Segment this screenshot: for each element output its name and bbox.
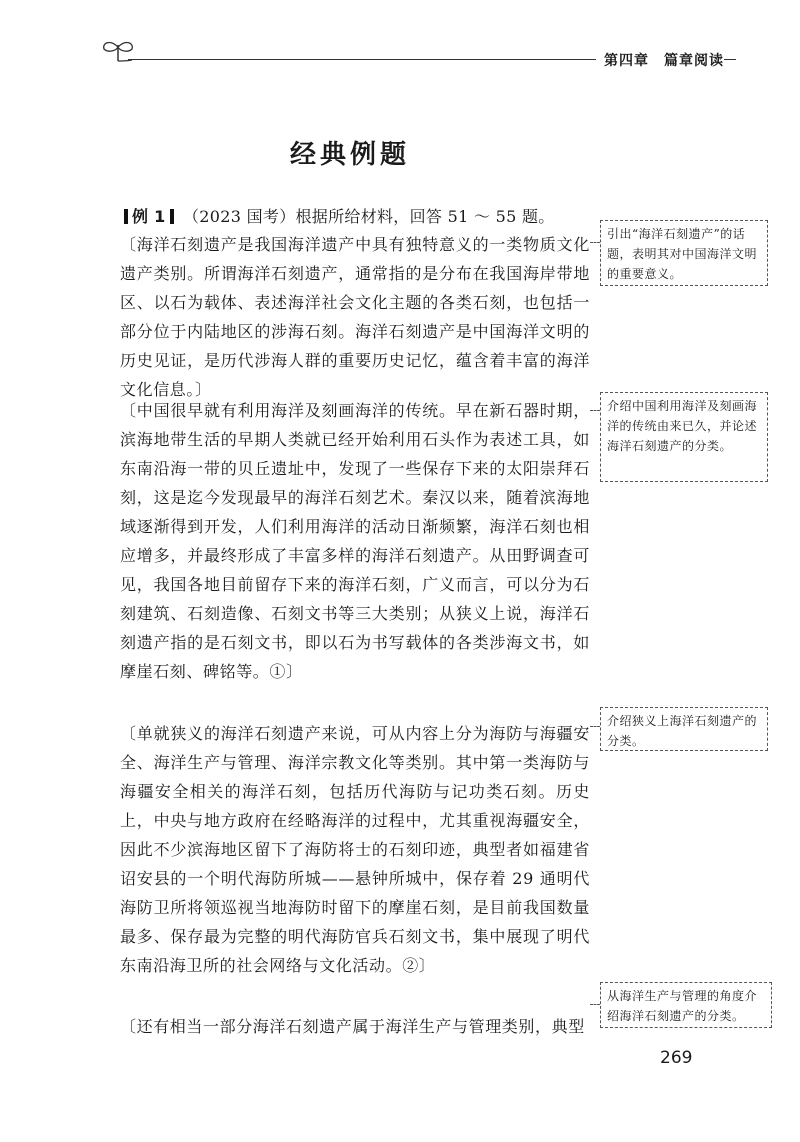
paragraph-1: 〔海洋石刻遗产是我国海洋遗产中具有独特意义的一类物质文化遗产类别。所谓海洋石刻遗产，通常指的是分布在我国海岸带地区、以石为载体、表述海洋社会文化主题的各类石刻，也包括一部分位于内陆地区的涉海石刻。海洋石刻遗产是中国海洋文明的历史见证，是历代涉海人群的重要历史记忆，蕴含着丰富的海洋文化信息。〕	[120, 235, 590, 399]
margin-note: 从海洋生产与管理的角度介绍海洋石刻遗产的分类。	[600, 982, 772, 1028]
note-connector	[590, 242, 600, 244]
note-connector	[590, 410, 600, 412]
example-label: 例 1	[132, 207, 166, 226]
note-connector	[590, 726, 600, 728]
paragraph-4: 〔还有相当一部分海洋石刻遗产属于海洋生产与管理类别，典型	[120, 1017, 585, 1036]
paragraph-2: 〔中国很早就有利用海洋及刻画海洋的传统。早在新石器时期，滨海地带生活的早期人类就已经开始利用石头作为表述工具，如东南沿海一带的贝丘遗址中，发现了一些保存下来的太阳崇拜石刻，这是迄今发现最早的海洋石刻艺术。秦汉以来，随着滨海地域逐渐得到开发，人们利用海洋的活动日渐频繁，海洋石刻也相应增多，并最终形成了丰富多样的海洋石刻遗产。从田野调查可见，我国各地目前留存下来的海洋石刻，广义而言，可以分为石刻建筑、石刻造像、石刻文书等三大类别；从狭义上说，海洋石刻遗产指的是石刻文书，即以石为书写载体的各类涉海文书，如摩崖石刻、碑铭等。①〕	[120, 401, 590, 681]
note-connector	[590, 1004, 600, 1006]
bracket-bar-left	[124, 209, 128, 224]
example-source: （2023 国考）根据所给材料，回答 51 ～ 55 题。	[183, 207, 555, 226]
page-number: 269	[660, 1048, 693, 1068]
section-title: 经典例题	[289, 140, 410, 170]
margin-note: 介绍狭义上海洋石刻遗产的分类。	[600, 707, 768, 751]
example-heading	[120, 204, 555, 227]
margin-note: 引出“海洋石刻遗产”的话题，表明其对中国海洋文明的重要意义。	[600, 220, 768, 286]
chapter-title: 第四章 篇章阅读	[596, 50, 724, 70]
margin-note: 介绍中国利用海洋及刻画海洋的传统由来已久，并论述海洋石刻遗产的分类。	[600, 392, 768, 482]
paragraph-3: 〔单就狭义的海洋石刻遗产来说，可从内容上分为海防与海疆安全、海洋生产与管理、海洋宗教文化等类别。其中第一类海防与海疆安全相关的海洋石刻，包括历代海防与记功类石刻。历史上，中央与地方政府在经略海洋的过程中，尤其重视海疆安全，因此不少滨海地区留下了海防将士的石刻印迹，典型者如福建省诏安县的一个明代海防所城——悬钟所城中，保存着 29 通明代海防卫所将领巡视当地海防时留下的摩崖石刻，是目前我国数量最多、保存最为完整的明代海防官兵石刻文书，集中展现了明代东南沿海卫所的社会网络与文化活动。②〕	[120, 724, 590, 975]
bracket-bar-right	[170, 209, 174, 224]
sprout-icon	[98, 35, 138, 65]
